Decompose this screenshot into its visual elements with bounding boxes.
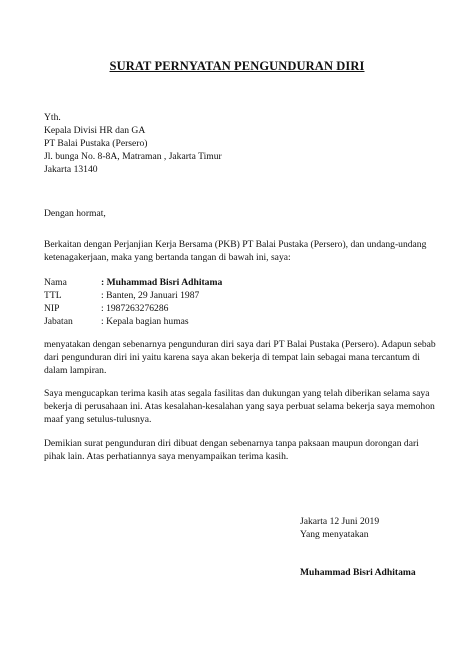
body-paragraph: Demikian surat pengunduran diri dibuat dengan sebenarnya tanpa paksaan maupun dorongan dari pihak lain. Atas perhatiannya saya menyampaikan terima kasih. xyxy=(44,438,419,462)
closing-block xyxy=(300,515,379,541)
identity-row-ttl xyxy=(44,289,436,302)
identity-value: : 1987263276286 xyxy=(101,303,169,314)
identity-label: Jabatan xyxy=(44,316,73,327)
recipient-line: PT Balai Pustaka (Persero) xyxy=(44,138,148,149)
signer-name: Muhammad Bisri Adhitama xyxy=(300,567,416,578)
identity-label: Nama xyxy=(44,277,67,288)
body-paragraph: Saya mengucapkan terima kasih atas segala fasilitas dan dukungan yang telah diberikan selama saya bekerja di perusahaan ini. Atas kesalahan-kesalahan yang saya perbuat selama bekerja saya memohon maaf yang setulus-tulusnya. xyxy=(44,388,435,425)
recipient-address xyxy=(44,111,436,176)
identity-row-name xyxy=(44,276,436,289)
recipient-line: Jl. bunga No. 8-8A, Matraman , Jakarta Timur xyxy=(44,151,222,162)
recipient-line: Kepala Divisi HR dan GA xyxy=(44,125,146,136)
greeting: Dengan hormat, xyxy=(44,208,106,219)
identity-row-jabatan xyxy=(44,315,436,328)
letter-title: SURAT PERNYATAN PENGUNDURAN DIRI xyxy=(109,59,365,73)
recipient-salutation: Yth. xyxy=(44,112,61,123)
identity-row-nip xyxy=(44,302,436,315)
intro-paragraph: Berkaitan dengan Perjanjian Kerja Bersama (PKB) PT Balai Pustaka (Persero), dan undang-undang ketenagakerjaan, maka yang bertanda tangan di bawah ini, saya: xyxy=(44,239,427,263)
closing-statement: Yang menyatakan xyxy=(300,529,369,540)
identity-value: : Muhammad Bisri Adhitama xyxy=(101,277,223,288)
identity-value: : Kepala bagian humas xyxy=(101,316,189,327)
identity-label: NIP xyxy=(44,303,60,314)
identity-value: : Banten, 29 Januari 1987 xyxy=(101,290,200,301)
identity-table xyxy=(44,276,436,328)
recipient-line: Jakarta 13140 xyxy=(44,164,98,175)
place-date: Jakarta 12 Juni 2019 xyxy=(300,516,380,527)
body-paragraph: menyatakan dengan sebenarnya pengunduran diri saya dari PT Balai Pustaka (Persero). Adapun sebab dari pengunduran diri ini yaitu karena saya akan bekerja di tempat lain sebagai mana tercantum di dalam lampiran. xyxy=(44,339,436,376)
identity-label: TTL xyxy=(44,290,62,301)
